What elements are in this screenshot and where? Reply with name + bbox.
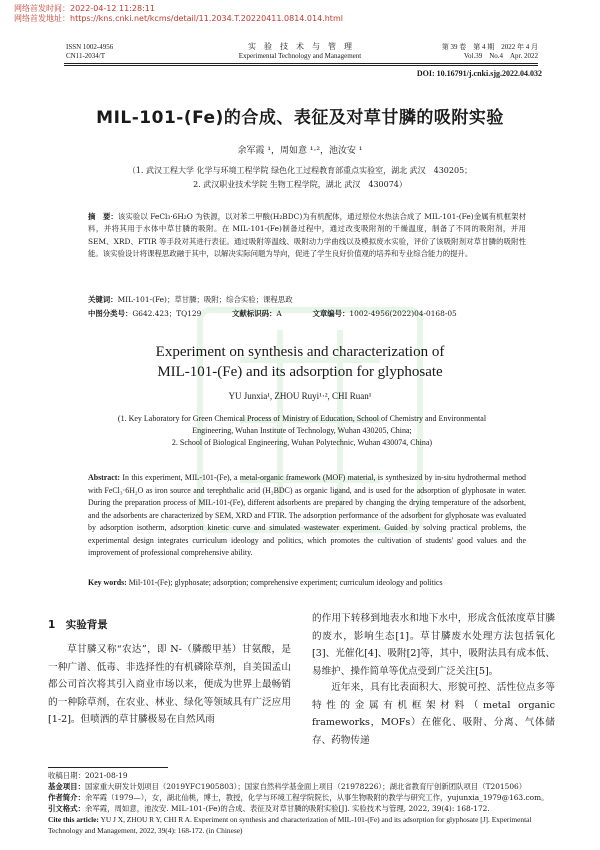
classification-row (88, 308, 548, 320)
cite-cn-text: 余军霞，周如意，池汝安. MIL-101-(Fe)的合成、表征及对草甘膦的吸附实验[J]. 实验技术与管理, 2022, 39(4): 168-172. (84, 804, 490, 813)
paper-title-en-line2: MIL-101-(Fe) and its adsorption for glyphosate (157, 364, 443, 380)
doi: DOI: 10.16791/j.cnki.sjg.2022.04.032 (416, 69, 542, 78)
section-left-column: 草甘膦又称“农达”，即 N-（膦酸甲基）甘氨酸，是一种广谱、低毒、非选择性的有机磷除草剂，自美国孟山都公司首次将其引入商业市场以来，便成为世界上最畅销的一种除草剂，在农业、林业、绿化等领域具有广泛应用[1-2]。但喷洒的草甘膦极易在自然风雨 (48, 644, 291, 725)
network-publish-address (14, 14, 343, 24)
paper-title-cn: MIL-101-(Fe)的合成、表征及对草甘膦的吸附实验 (96, 108, 504, 128)
cn-number: CN11-2034/T (66, 52, 106, 60)
abstract-en-text: In this experiment, MIL-101-(Fe), a metal-organic framework (MOF) material, is synthesized by in-situ hydrothermal method with FeCl₃·6H₂O as iron source and terephthalic acid (H₂BDC) as organic ligand, and is used for the adsorption of glyphosate in water. During the preparation process of MIL-101-(Fe), different adsorbents are prepared by changing the drying temperature of the adsorbent, and the adsorbents are characterized by SEM, XRD and FTIR. The adsorption performance of the adsorbent for glyphosate was evaluated by adsorption isotherm, adsorption kinetic curve and simulated wastewater experiment. Guided by solving practical problems, the experimental design integrates curriculum ideology and politics, which promotes the cultivation of students' good values and the improvement of professional comprehensive ability. (88, 473, 526, 557)
network-address-link[interactable]: https://kns.cnki.net/kcms/detail/11.2034.T.20220411.0814.014.html (70, 14, 343, 23)
author-bio-label: 作者简介： (48, 793, 85, 802)
clc-value: G642.423；TQ129 (132, 309, 202, 318)
paper-title-en-line1: Experiment on synthesis and characterization of (155, 344, 445, 360)
header-rule (64, 63, 538, 64)
cite-cn (48, 804, 556, 815)
affiliation-cn-2: 2. 武汉职业技术学院 生物工程学院，湖北 武汉 430074） (193, 180, 407, 189)
network-publish-time: 网络首发时间：2022-04-12 11:28:11 (14, 4, 155, 13)
issn: ISSN 1002-4956 (66, 43, 114, 51)
section-heading: 1 实验背景 (48, 619, 108, 631)
article-no-label: 文章编号： (312, 309, 350, 318)
journal-name-en: Experimental Technology and Management (238, 52, 362, 60)
fund-label: 基金项目： (48, 782, 85, 791)
abstract-cn (88, 211, 526, 260)
authors-en: YU Junxia¹, ZHOU Ruyi¹·², CHI Ruan¹ (228, 391, 372, 401)
received-date: 收稿日期：2021-08-19 (48, 771, 128, 780)
cite-en-text: YU J X, ZHOU R Y, CHI R A. Experiment on synthesis and characterization of MIL-101-(Fe) and its adsorption for glyphosate [J]. Experimental Technology and Management, 2022, 39(4): 168-172. (in Chinese) (48, 815, 532, 835)
clc-label: 中图分类号： (88, 309, 133, 318)
authors-cn: 余军霞 ¹，周如意 ¹·²，池汝安 ¹ (237, 146, 363, 156)
fund-text: 国家重大研发计划项目（2019YFC1905803）；国家自然科学基金面上项目（21978226）；湖北省教育厅创新团队项目（T201506） (84, 782, 527, 791)
keywords-cn-text: MIL-101-(Fe)；草甘膦；吸附；综合实验；课程思政 (117, 295, 293, 304)
header-rule-thin (64, 65, 538, 66)
section-right-column-2: 近年来，具有比表面积大、形貌可控、活性位点多等特性的金属有机框架材料（metal organic frameworks，MOFs）在催化、吸附、分离、气体储存、药物传递 (312, 682, 555, 746)
article-no-value: 1002-4956(2022)04-0168-05 (349, 309, 457, 318)
author-bio-text: 余军霞（1979—），女，湖北仙桃，博士，教授，化学与环境工程学院院长，从事生物吸附的教学与研究工作，yujunxia_1979@163.com。 (84, 793, 549, 802)
cite-cn-label: 引文格式： (48, 804, 85, 813)
affiliation-en-2: 2. School of Biological Engineering, Wuhan Polytechnic, Wuhan 430074, China) (171, 438, 433, 447)
doc-code-value: A (276, 309, 282, 318)
abstract-cn-text: 该实验以 FeCl₃·6H₂O 为铁源，以对苯二甲酸(H₂BDC)为有机配体，通过原位水热法合成了 MIL-101-(Fe)金属有机框架材料，并将其用于水体中草甘膦的吸附。在 MIL-101-(Fe)制备过程中，通过改变吸附剂的干燥温度，制备了不同的吸附剂，并用 SEM、XRD、FTIR 等手段对其进行表征。通过吸附等温线、吸附动力学曲线以及模拟废水实验，评价了该吸附剂对草甘膦的吸附性能。该实验设计将课程思政融于其中，以解决实际问题为导向，促进了学生良好价值观的培养和专业综合能力的提升。 (88, 212, 526, 258)
network-address-label: 网络首发地址： (14, 14, 70, 23)
keywords-en (88, 577, 526, 590)
keywords-en-label: Key words: (88, 578, 127, 587)
abstract-en (88, 472, 526, 560)
footnote-rule (48, 767, 168, 768)
paper-title-en (0, 342, 600, 382)
volume-en: Vol.39 No.4 Apr. 2022 (463, 52, 538, 60)
section-right-column-1: 的作用下转移到地表水和地下水中，形成含低浓度草甘膦的废水，影响生态[1]。草甘膦废水处理方法包括氧化[3]、光催化[4]、吸附[2]等，其中，吸附法具有成本低、易维护、操作简单等优点受到广泛关注[5]。 (312, 613, 555, 677)
cite-en-label: Cite this article: (48, 815, 99, 824)
journal-name-cn: 实 验 技 术 与 管 理 (248, 42, 352, 51)
doc-code-label: 文献标识码： (232, 309, 277, 318)
keywords-en-text: Mil-101-(Fe); glyphosate; adsorption; comprehensive experiment; curriculum ideology and politics (128, 578, 443, 587)
author-bio (48, 793, 556, 804)
abstract-en-label: Abstract: (88, 473, 120, 482)
fund-note (48, 782, 556, 793)
cite-en (48, 815, 556, 836)
affiliation-cn-1: （1. 武汉工程大学 化学与环境工程学院 绿色化工过程教育部重点实验室，湖北 武汉 430205； (127, 166, 473, 175)
affiliation-en-1: (1. Key Laboratory for Green Chemical Process of Ministry of Education, School of Chemistry and Environmental Engineering, Wuhan Institute of Technology, Wuhan 430205, China; (117, 414, 487, 435)
keywords-cn (88, 294, 526, 306)
volume-cn: 第 39 卷 第 4 期 2022 年 4 月 (441, 43, 538, 51)
keywords-cn-label: 关键词： (88, 295, 118, 304)
abstract-cn-label: 摘 要： (88, 212, 118, 221)
